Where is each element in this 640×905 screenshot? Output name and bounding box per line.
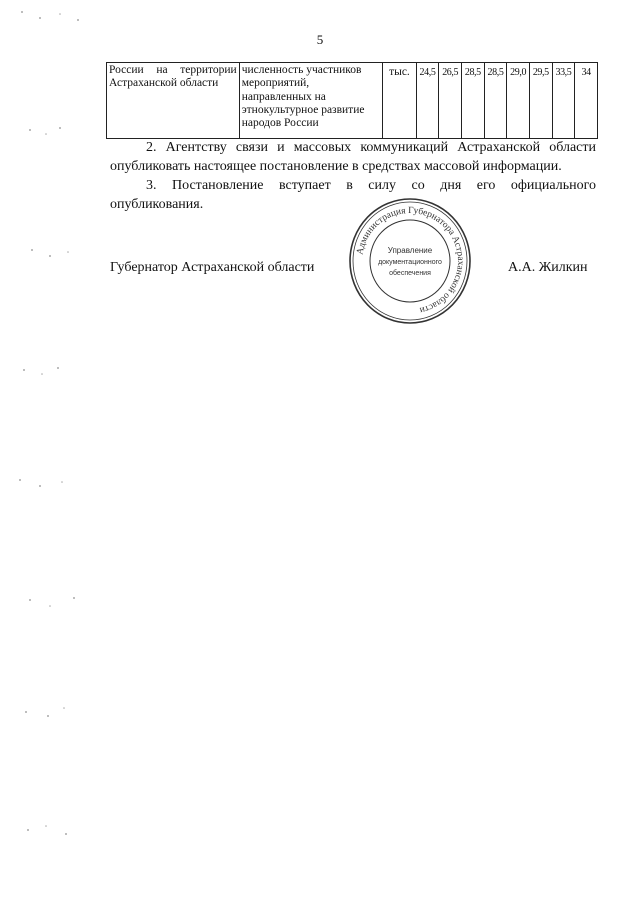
- value-cell: 26,5: [439, 63, 462, 139]
- page-number: 5: [316, 32, 324, 47]
- paragraph-2: 2. Агентству связи и массовых коммуникаций Астраханской области опубликовать настоящее постановление в средствах массовой информации.: [110, 140, 596, 174]
- seal-center-line1: Управление: [387, 246, 433, 255]
- value-cell: 33,5: [552, 63, 575, 139]
- signatory-position: Губернатор Астраханской области: [110, 260, 315, 275]
- unit-cell: тыс.: [383, 63, 416, 139]
- value-cell: 28,5: [461, 63, 484, 139]
- official-seal: [348, 197, 472, 325]
- table-row: [107, 63, 598, 139]
- indicator-cell: численность участников мероприятий, направленных на этнокультурное развитие народов России: [239, 63, 383, 139]
- seal-center-line2: документационного: [378, 259, 442, 266]
- value-cell: 29,0: [507, 63, 530, 139]
- value-cell: 28,5: [484, 63, 507, 139]
- signatory-name: А.А. Жилкин: [508, 260, 588, 275]
- seal-ring-text: Администрация Губернатора Астраханской области: [355, 205, 466, 315]
- data-table: [106, 62, 598, 139]
- territory-cell: России на территории Астраханской области: [107, 63, 240, 139]
- value-cell: 29,5: [529, 63, 552, 139]
- scan-specks: [0, 0, 110, 905]
- value-cell: 34: [575, 63, 598, 139]
- paragraph-3: 3. Постановление вступает в силу со дня его официального опубликования.: [110, 178, 596, 212]
- seal-center-line3: обеспечения: [389, 270, 431, 277]
- value-cell: 24,5: [416, 63, 439, 139]
